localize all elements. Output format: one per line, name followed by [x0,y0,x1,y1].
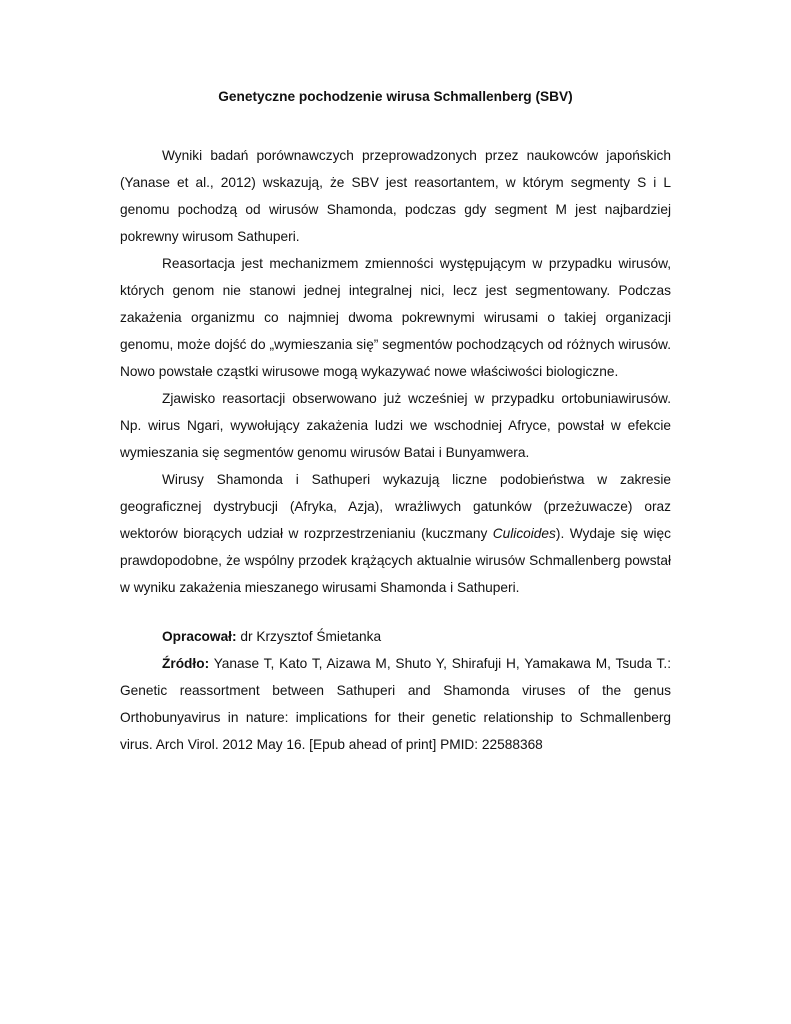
source-text: Yanase T, Kato T, Aizawa M, Shuto Y, Shirafuji H, Yamakawa M, Tsuda T.: Genetic reassortment between Sathuperi and Shamonda viruses of the genus Orthobunyavirus in nature: implications for their genetic relationship to Schmallenberg virus. Arch Virol. 2012 May 16. [Epub ahead of print] PMID: 22588368 [120,656,671,752]
paragraph-1: Wyniki badań porównawczych przeprowadzonych przez naukowców japońskich (Yanase et al., 2012) wskazują, że SBV jest reasortantem, w którym segmenty S i L genomu pochodzą od wirusów Shamonda, podczas gdy segment M jest najbardziej pokrewny wirusom Sathuperi. [120,148,671,244]
paragraph-4 [120,466,671,601]
paragraph-3: Zjawisko reasortacji obserwowano już wcześniej w przypadku ortobuniawirusów. Np. wirus Ngari, wywołujący zakażenia ludzi we wschodniej Afryce, powstał w efekcie wymieszania się segmentów genomu wirusów Batai i Bunyamwera. [120,391,671,460]
section-gap [120,601,671,623]
document-body [120,86,671,758]
paragraph-4-italic-term: Culicoides [492,526,556,541]
document-title: Genetyczne pochodzenie wirusa Schmallenberg (SBV) [218,89,573,104]
paragraph-4-text-end: ). Wydaje się więc prawdopodobne, że wspólny przodek krążących aktualnie wirusów Schmallenberg powstał w wyniku zakażenia mieszanego wirusami Shamonda i Sathuperi. [120,526,671,595]
paragraph-4-text-start: Wirusy Shamonda i Sathuperi wykazują liczne podobieństwa w zakresie geograficznej dystrybucji (Afryka, Azja), wrażliwych gatunków (przeżuwacze) oraz wektorów biorących udział w rozprzestrzenianiu (kuczmany [120,472,671,541]
author-label: Opracował: [162,629,237,644]
author-line [120,623,671,650]
paragraph-2: Reasortacja jest mechanizmem zmienności występującym w przypadku wirusów, których genom nie stanowi jednej integralnej nici, lecz jest segmentowany. Podczas zakażenia organizmu co najmniej dwoma pokrewnymi wirusami o takiej organizacji genomu, może dojść do „wymieszania się” segmentów pochodzących od różnych wirusów. Nowo powstałe cząstki wirusowe mogą wykazywać nowe właściwości biologiczne. [120,256,671,379]
source-citation [120,650,671,758]
author-name: dr Krzysztof Śmietanka [236,629,382,644]
source-label: Źródło: [162,656,210,671]
